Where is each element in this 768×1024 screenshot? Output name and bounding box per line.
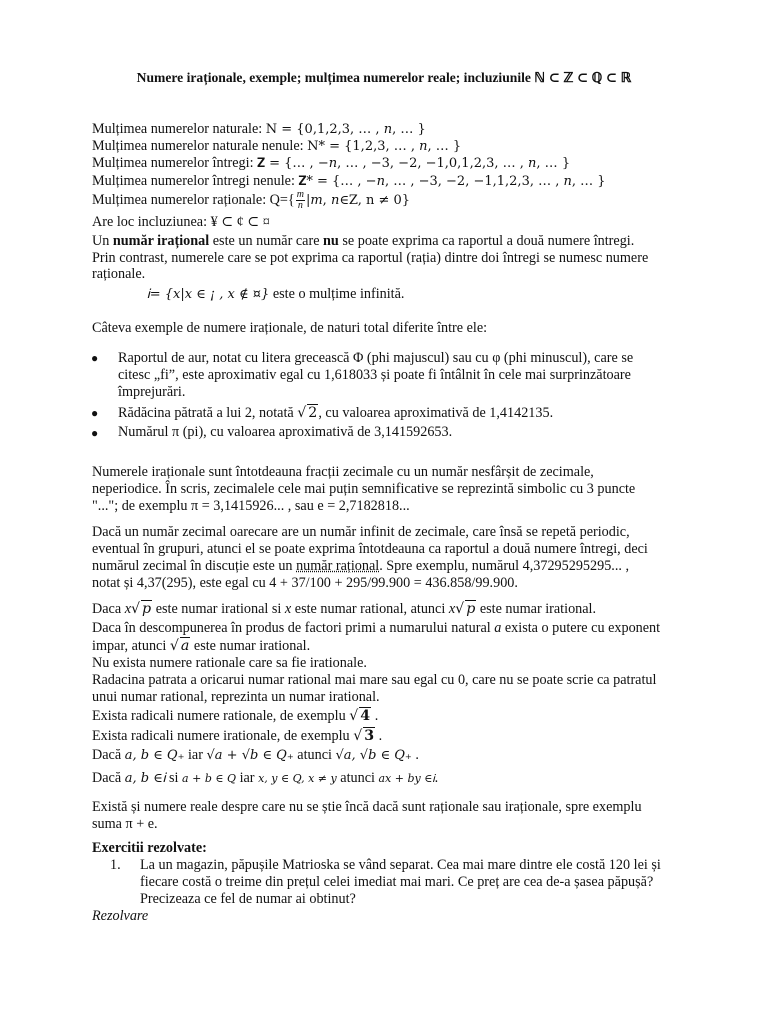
set-integer-nonzero-line — [92, 173, 606, 190]
bullet-1-line-1: Raportul de aur, notat cu litera grecească Φ (phi majuscul) sau cu φ (phi minuscul), care se — [118, 350, 634, 366]
prop1-radicand: p — [466, 601, 476, 617]
exercises-heading: Exercitii rezolvate: — [92, 840, 207, 856]
prop-line-5: Radacina patrata a oricarui numar rational mai mare sau egal cu 0, care nu se poate scrie ca patratul — [92, 672, 657, 688]
definition-line-2: Prin contrast, numerele care se pot exprima ca raportul (rația) dintre doi întregi se numesc numere — [92, 250, 649, 266]
prop1-text-a: Daca — [92, 601, 125, 617]
para1-line-3: "..."; de exemplu π = 3,1415926... , sau e = 2,7182818... — [92, 498, 410, 514]
prop-line-8 — [92, 727, 382, 745]
prop10-math-1: a, b ∈Ꭵ — [124, 771, 166, 786]
def-nu: nu — [323, 233, 339, 249]
prop7-text-b: . — [371, 708, 379, 724]
prop7-text-a: Exista radicali numere rationale, de exemplu — [92, 708, 350, 724]
irrational-set-expr: Ꭵ= {x|x ∈ ¡ , x ∉ ¤} — [147, 287, 270, 302]
prop8-radicand: 3 — [364, 728, 375, 744]
inclusion-line: Are loc incluziunea: ¥ ⊂ ¢ ⊂ ¤ — [92, 214, 270, 230]
set-natural-expr: N = {0,1,2,3, … , 𝑛, … } — [265, 122, 426, 137]
prop10-math-4: ax + by ∈Ꭵ — [378, 772, 435, 785]
bullet-3: Numărul π (pi), cu valoarea aproximativă de 3,141592653. — [118, 424, 453, 440]
sqrt-icon: √ — [131, 601, 141, 617]
irrational-set-text: este o mulțime infinită. — [272, 286, 405, 302]
para2-line-1: Dacă un număr zecimal oarecare are un număr infinit de zecimale, care însă se repetă periodic, — [92, 524, 630, 540]
prop2-var: a — [494, 620, 502, 636]
prop9-math-2: √a + √b ∈ Q₊ — [206, 748, 294, 763]
prop9-math-3: √a, √b ∈ Q₊ — [335, 748, 412, 763]
prop1-text-b: este numar irational si — [152, 601, 285, 617]
prop2-text-b: exista o putere cu exponent — [501, 620, 661, 636]
prop7-radicand: 4 — [360, 708, 371, 724]
definition-line-1 — [92, 233, 634, 250]
def-term: număr irațional — [112, 233, 210, 249]
rezolvare-label: Rezolvare — [92, 908, 149, 924]
para1-line-2: neperiodice. În scris, zecimalele cele mai puțin semnificative se reprezintă simbolic cu 3 puncte — [92, 481, 636, 497]
sqrt-icon: √ — [169, 638, 179, 654]
prop3-text-a: impar, atunci — [92, 638, 170, 654]
prop10-text-b: si — [165, 770, 183, 786]
para1-line-1: Numerele iraționale sunt întotdeauna fracții zecimale cu un număr nesfârșit de zecimale, — [92, 464, 594, 480]
set-rational-label: Mulțimea numerelor raționale: Q={ — [92, 191, 295, 208]
set-natural-line — [92, 121, 426, 138]
para3-line-2: suma π + e. — [92, 816, 158, 832]
set-integer-nonzero-label: Mulțimea numerelor întregi nenule: — [92, 173, 295, 189]
definition-line-3: raționale. — [92, 266, 146, 282]
bullet-1-line-2: citesc „fi”, este aproximativ egal cu 1,618033 și poate fi întâlnit în cele mai surprinzătoare — [118, 367, 631, 383]
prop1-x: x — [284, 601, 292, 617]
prop10-math-2: a + b ∈ Q — [182, 772, 237, 785]
exercise-line-1: La un magazin, păpușile Matrioska se vând separat. Cea mai mare dintre ele costă 120 lei și — [140, 857, 661, 873]
prop1-x: x — [448, 601, 456, 617]
bullet-dot: ● — [91, 351, 99, 365]
page-title: Numere iraționale, exemple; mulțimea numerelor reale; incluziunile ℕ ⊂ ℤ ⊂ ℚ ⊂ ℝ — [136, 70, 632, 85]
bullet-1-line-3: împrejurări. — [118, 384, 186, 400]
prop3-text-b: este numar irational. — [190, 638, 311, 654]
para2-line-2: eventual în grupuri, atunci el se poate exprima întotdeauna ca raportul a două numere întregi, deci — [92, 541, 648, 557]
para2-term: număr rațional — [296, 558, 380, 574]
para3-line-1: Există și numere reale despre care nu se știe încă dacă sunt raționale sau iraționale, spre exemplu — [92, 799, 642, 815]
bullet-dot: ● — [91, 406, 99, 420]
prop3-radicand: a — [180, 638, 190, 654]
set-rational-line — [92, 190, 410, 211]
set-integer-label: Mulțimea numerelor întregi: — [92, 155, 254, 171]
def-text-e: se poate exprima ca raportul a două numere întregi. — [338, 233, 635, 249]
bullet-2-text-b: , cu valoarea aproximativă de 1,4142135. — [318, 405, 554, 421]
prop-line-6: unui numar rational, reprezinta un numar irational. — [92, 689, 380, 705]
sqrt-icon: √ — [349, 708, 359, 724]
prop-line-7 — [92, 707, 378, 725]
bullet-dot: ● — [91, 426, 99, 440]
sqrt-icon: √ — [455, 601, 465, 617]
prop10-text-d: atunci — [336, 770, 379, 786]
prop9-math-1: a, b ∈ Q₊ — [124, 748, 185, 763]
prop9-text-d: . — [411, 747, 419, 763]
sqrt-radicand: 2 — [308, 405, 318, 421]
prop1-x: x — [124, 601, 131, 617]
prop-line-1 — [92, 600, 596, 618]
para2-text-c: . Spre exemplu, numărul 4,37295295295... , — [379, 558, 630, 574]
exercise-line-2: fiecare costă o treime din prețul celei imediat mai mari. Ce preț are cea de-a șasea păpușă? — [140, 874, 654, 890]
prop10-text-e: . — [434, 770, 439, 786]
def-text-a: Un — [92, 233, 113, 249]
prop-line-2 — [92, 620, 660, 637]
sqrt-icon: √ — [297, 405, 307, 421]
rational-fraction — [296, 190, 305, 211]
prop-line-4: Nu exista numere rationale care sa fie irationale. — [92, 655, 367, 671]
prop8-text-a: Exista radicali numere irationale, de exemplu — [92, 728, 354, 744]
set-natural-nonzero-line — [92, 138, 461, 155]
prop8-text-b: . — [375, 728, 383, 744]
prop1-text-c: este numar rational, atunci — [291, 601, 449, 617]
exercise-line-3: Precizeaza ce fel de numar ai obtinut? — [140, 891, 356, 907]
irrational-set-line — [147, 286, 404, 303]
prop9-text-a: Dacă — [92, 747, 125, 763]
set-integer-expr: 𝐙 = {… , −𝑛, … , −3, −2, −1,0,1,2,3, … , 𝑛, … } — [257, 156, 571, 171]
prop9-text-c: atunci — [293, 747, 336, 763]
prop-line-3 — [92, 637, 310, 655]
prop-line-10 — [92, 770, 438, 787]
prop1-radicand: p — [142, 601, 152, 617]
set-integer-line — [92, 155, 570, 172]
prop2-text-a: Daca în descompunerea în produs de factori primi a numarului natural — [92, 620, 495, 636]
para2-line-4: notat și 4,37(295), este egal cu 4 + 37/100 + 295/99.900 = 436.858/99.900. — [92, 575, 518, 591]
para2-line-3 — [92, 558, 629, 575]
def-text-c: este un număr care — [209, 233, 324, 249]
examples-intro: Câteva exemple de numere iraționale, de naturi total diferite între ele: — [92, 320, 488, 336]
prop9-text-b: iar — [184, 747, 207, 763]
fraction-numerator: m — [296, 189, 304, 200]
para2-text-a: numărul zecimal în discuție este un — [92, 558, 297, 574]
prop10-text-c: iar — [236, 770, 259, 786]
set-natural-nonzero-label: Mulțimea numerelor naturale nenule: — [92, 138, 304, 154]
set-rational-condition: |𝑚, 𝑛∈Z, n ≠ 0} — [305, 192, 411, 208]
prop10-text-a: Dacă — [92, 770, 125, 786]
set-natural-label: Mulțimea numerelor naturale: — [92, 121, 263, 137]
bullet-2-text-a: Rădăcina pătrată a lui 2, notată — [118, 405, 298, 421]
fraction-denominator: n — [297, 200, 303, 211]
prop-line-9 — [92, 747, 419, 764]
prop1-text-d: este numar irational. — [476, 601, 597, 617]
exercise-number: 1. — [110, 857, 121, 873]
set-natural-nonzero-expr: N* = {1,2,3, … , 𝑛, … } — [307, 139, 462, 154]
sqrt-icon: √ — [353, 728, 363, 744]
set-integer-nonzero-expr: 𝐙* = {… , −𝑛, … , −3, −2, −1,1,2,3, … , 𝑛, … } — [298, 174, 606, 189]
bullet-2 — [118, 404, 553, 422]
prop10-math-3: x, y ∈ Q, x ≠ y — [258, 772, 337, 785]
